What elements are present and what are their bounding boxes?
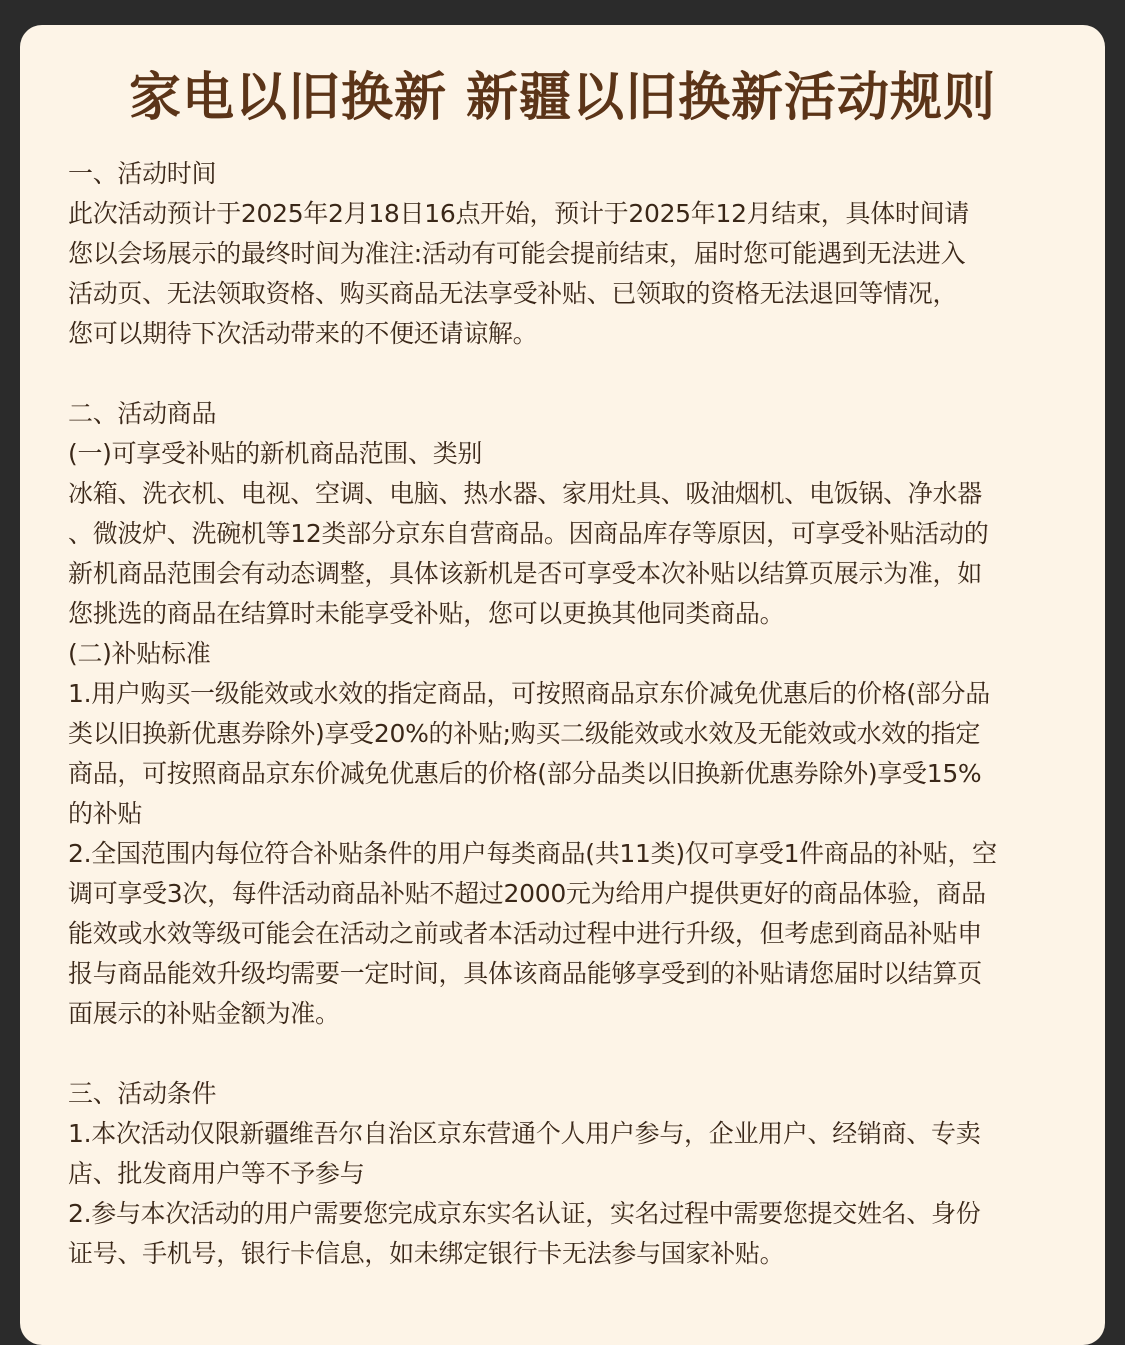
text-line: 证号、手机号，银行卡信息，如未绑定银行卡无法参与国家补贴。 (68, 1239, 785, 1268)
section-heading: 二、活动商品 (68, 399, 217, 428)
text-line: 冰箱、洗衣机、电视、空调、电脑、热水器、家用灶具、吸油烟机、电饭锅、净水器 (68, 479, 982, 508)
section-heading: 三、活动条件 (68, 1079, 217, 1108)
section-activity-time (68, 154, 1068, 354)
text-line: 面展示的补贴金额为准。 (68, 999, 340, 1028)
section-spacer (68, 1034, 1068, 1074)
text-line: 店、批发商用户等不予参与 (68, 1159, 365, 1188)
text-line: 您以会场展示的最终时间为准注:活动有可能会提前结束，届时您可能遇到无法进入 (68, 239, 966, 268)
page-title: 家电以旧换新 新疆以旧换新活动规则 (128, 68, 997, 128)
text-line: 能效或水效等级可能会在活动之前或者本活动过程中进行升级，但考虑到商品补贴申 (68, 919, 982, 948)
text-line: 商品，可按照商品京东价减免优惠后的价格(部分品类以旧换新优惠券除外)享受15% (68, 759, 982, 788)
subsection-heading: (一)可享受补贴的新机商品范围、类别 (68, 439, 483, 468)
subsection-heading: (二)补贴标准 (68, 639, 211, 668)
text-line: 调可享受3次，每件活动商品补贴不超过2000元为给用户提供更好的商品体验，商品 (68, 879, 986, 908)
text-line: 此次活动预计于2025年2月18日16点开始，预计于2025年12月结束，具体时间请 (68, 199, 969, 228)
text-line: 您可以期待下次活动带来的不便还请谅解。 (68, 319, 538, 348)
text-line: 2.参与本次活动的用户需要您完成京东实名认证，实名过程中需要您提交姓名、身份 (68, 1199, 981, 1228)
text-line: 您挑选的商品在结算时未能享受补贴，您可以更换其他同类商品。 (68, 599, 785, 628)
text-line: 类以旧换新优惠券除外)享受20%的补贴;购买二级能效或水效及无能效或水效的指定 (68, 719, 981, 748)
text-line: 、微波炉、洗碗机等12类部分京东自营商品。因商品库存等原因，可享受补贴活动的 (68, 519, 989, 548)
text-line: 1.本次活动仅限新疆维吾尔自治区京东营通个人用户参与，企业用户、经销商、专卖 (68, 1119, 981, 1148)
text-line: 活动页、无法领取资格、购买商品无法享受补贴、已领取的资格无法退回等情况， (68, 279, 958, 308)
section-spacer (68, 354, 1068, 394)
section-heading: 一、活动时间 (68, 159, 217, 188)
text-line: 报与商品能效升级均需要一定时间，具体该商品能够享受到的补贴请您届时以结算页 (68, 959, 982, 988)
section-activity-conditions (68, 1074, 1068, 1274)
text-line: 的补贴 (68, 799, 143, 828)
text-line: 2.全国范围内每位符合补贴条件的用户每类商品(共11类)仅可享受1件商品的补贴，空 (68, 839, 997, 868)
text-line: 1.用户购买一级能效或水效的指定商品，可按照商品京东价减免优惠后的价格(部分品 (68, 679, 990, 708)
section-activity-products (68, 394, 1068, 1034)
text-line: 新机商品范围会有动态调整，具体该新机是否可享受本次补贴以结算页展示为准，如 (68, 559, 982, 588)
rules-content (68, 154, 1068, 1274)
